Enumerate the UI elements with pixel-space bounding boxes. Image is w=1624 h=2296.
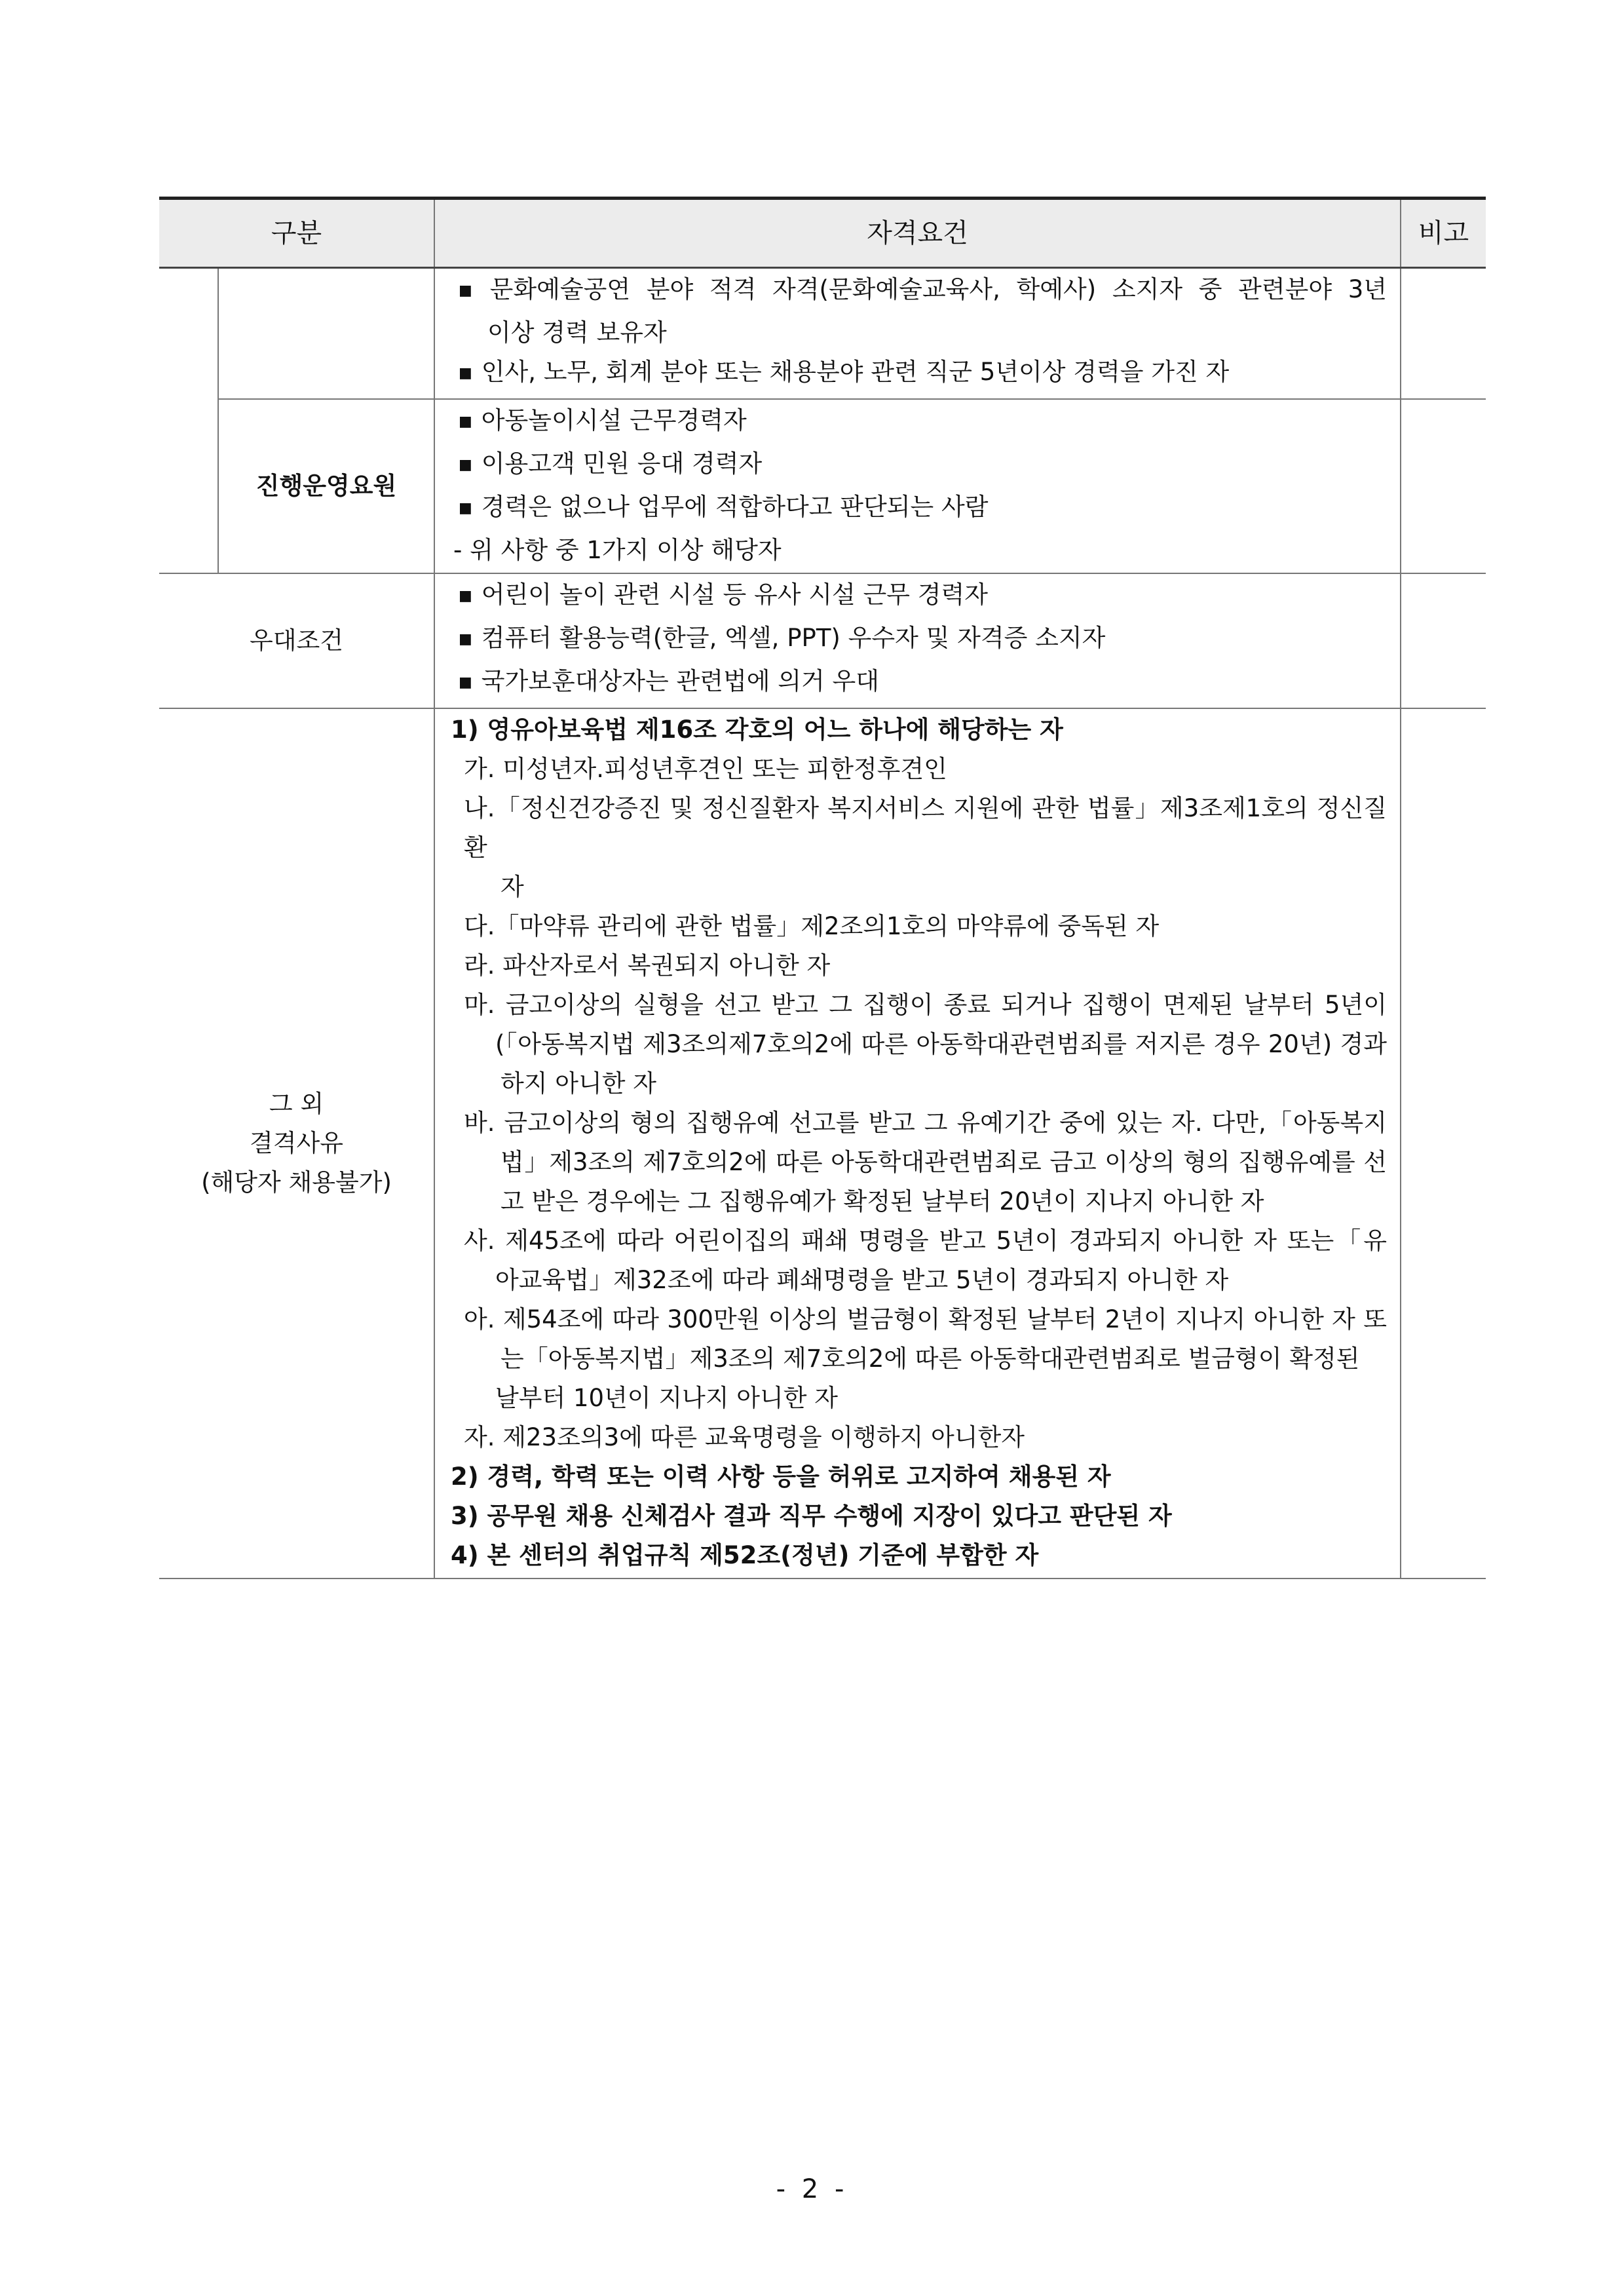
black-square-bullet-icon: ■ — [459, 674, 472, 691]
disqualification-subitem-cont: 고 받은 경우에는 그 집행유예가 확정된 날부터 20년이 지나지 아니한 자 — [500, 1187, 1264, 1215]
requirement-line: 문화예술공연 분야 적격 자격(문화예술교육사, 학예사) 소지자 중 관련분야 3년 — [489, 275, 1387, 303]
category-group-cell — [159, 268, 218, 574]
requirement-line: 컴퓨터 활용능력(한글, 엑셀, PPT) 우수자 및 자격증 소지자 — [481, 624, 1106, 652]
black-square-bullet-icon: ■ — [459, 588, 472, 604]
disqualification-item: 2) 경력, 학력 또는 이력 사항 등을 허위로 고지하여 채용된 자 — [451, 1463, 1111, 1491]
disqualification-item: 1) 영유아보육법 제16조 각호의 어느 하나에 해당하는 자 — [451, 716, 1063, 744]
header-category: 구분 — [159, 199, 434, 268]
requirements-cell — [434, 573, 1401, 708]
category-cell-empty — [218, 268, 434, 400]
disqualification-subitem: 아. 제54조에 따라 300만원 이상의 벌금형이 확정된 날부터 2년이 지나지 아니한 자 또 — [464, 1305, 1387, 1333]
black-square-bullet-icon: ■ — [459, 457, 472, 473]
disqualification-subitem-cont: 날부터 10년이 지나지 아니한 자 — [495, 1384, 839, 1412]
header-requirements: 자격요건 — [434, 199, 1401, 268]
requirement-line: 어린이 놀이 관련 시설 등 유사 시설 근무 경력자 — [481, 581, 988, 609]
header-remarks: 비고 — [1401, 199, 1486, 268]
disqualification-subitem: 가. 미성년자.피성년후견인 또는 피한정후견인 — [464, 755, 947, 783]
disqualification-subitem-cont: 법」제3조의 제7호의2에 따른 아동학대관련범죄로 금고 이상의 형의 집행유예를 선 — [500, 1148, 1387, 1176]
disqualification-subitem-cont: 는「아동복지법」제3조의 제7호의2에 따른 아동학대관련범죄로 벌금형이 확정된 — [500, 1345, 1360, 1373]
table-row-staff-continued — [159, 268, 1486, 400]
page-number: - 2 - — [776, 2174, 848, 2204]
disqualification-item: 3) 공무원 채용 신체검사 결과 직무 수행에 지장이 있다고 판단된 자 — [451, 1502, 1172, 1530]
disqualification-subitem-cont: 자 — [500, 873, 524, 901]
disqualification-subitem: 바. 금고이상의 형의 집행유예 선고를 받고 그 유예기간 중에 있는 자. 다만,「아동복지 — [464, 1109, 1387, 1137]
category-disqualification — [159, 708, 434, 1578]
disqualification-subitem-cont: 하지 아니한 자 — [500, 1069, 656, 1098]
table-header-row — [159, 199, 1486, 268]
disqualification-subitem: 나.「정신건강증진 및 정신질환자 복지서비스 지원에 관한 법률」제3조제1호의 정신질환 — [464, 794, 1387, 862]
table-row-disqualification — [159, 708, 1486, 1578]
disqualification-subitem: 다.「마약류 관리에 관한 법률」제2조의1호의 마약류에 중독된 자 — [464, 912, 1160, 940]
category-line: (해당자 채용불가) — [201, 1168, 392, 1196]
table-row-operation-staff — [159, 399, 1486, 573]
requirement-line: 경력은 없으나 업무에 적합하다고 판단되는 사람 — [481, 493, 989, 521]
requirement-line: 이상 경력 보유자 — [487, 318, 667, 347]
requirements-cell — [434, 399, 1401, 573]
category-line: 결격사유 — [250, 1129, 343, 1157]
disqualification-subitem: 마. 금고이상의 실형을 선고 받고 그 집행이 종료 되거나 집행이 면제된 날부터 5년이 — [464, 991, 1387, 1019]
requirement-line: 국가보훈대상자는 관련법에 의거 우대 — [481, 667, 879, 695]
disqualification-subitem: 자. 제23조의3에 따른 교육명령을 이행하지 아니한자 — [464, 1423, 1025, 1451]
requirements-table — [159, 197, 1486, 1579]
requirements-cell — [434, 708, 1401, 1578]
table-row-preference — [159, 573, 1486, 708]
disqualification-subitem-cont: (「아동복지법 제3조의제7호의2에 따른 아동학대관련범죄를 저지른 경우 20년) 경과 — [495, 1030, 1387, 1058]
category-line: 그 외 — [269, 1090, 324, 1118]
remarks-cell — [1401, 268, 1486, 400]
black-square-bullet-icon: ■ — [459, 500, 472, 516]
category-preference: 우대조건 — [159, 573, 434, 708]
requirements-cell — [434, 268, 1401, 400]
requirement-line: 인사, 노무, 회계 분야 또는 채용분야 관련 직군 5년이상 경력을 가진 자 — [481, 358, 1230, 386]
category-operation-staff: 진행운영요원 — [218, 399, 434, 573]
remarks-cell — [1401, 708, 1486, 1578]
black-square-bullet-icon: ■ — [459, 365, 472, 381]
disqualification-subitem-cont: 아교육법」제32조에 따라 폐쇄명령을 받고 5년이 경과되지 아니한 자 — [495, 1266, 1229, 1294]
remarks-cell — [1401, 399, 1486, 573]
remarks-cell — [1401, 573, 1486, 708]
black-square-bullet-icon: ■ — [459, 413, 472, 430]
requirement-note: - 위 사항 중 1가지 이상 해당자 — [453, 536, 782, 564]
requirement-line: 이용고객 민원 응대 경력자 — [481, 450, 763, 478]
disqualification-subitem: 라. 파산자로서 복권되지 아니한 자 — [464, 951, 831, 980]
black-square-bullet-icon: ■ — [459, 282, 481, 299]
black-square-bullet-icon: ■ — [459, 631, 472, 647]
requirement-line: 아동놀이시설 근무경력자 — [481, 406, 747, 434]
disqualification-subitem: 사. 제45조에 따라 어린이집의 패쇄 명령을 받고 5년이 경과되지 아니한 자 또는「유 — [464, 1227, 1387, 1255]
disqualification-item: 4) 본 센터의 취업규칙 제52조(정년) 기준에 부합한 자 — [451, 1541, 1039, 1569]
